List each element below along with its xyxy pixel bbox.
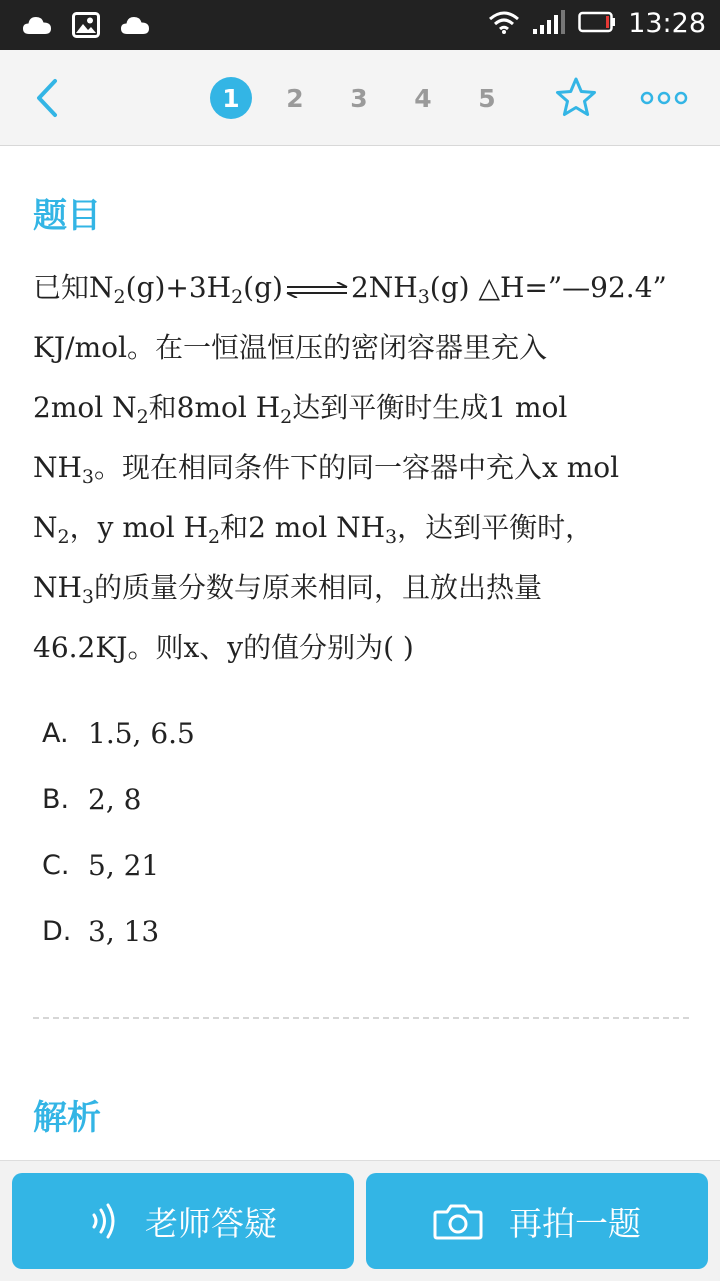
question-line-6: $NH_3$的质量分数与原来相同，且放出热量 — [33, 571, 543, 608]
question-heading: 题目 — [33, 196, 101, 236]
section-divider — [33, 1017, 689, 1019]
question-line-3: 2mol $N_2$和8mol $H_2$达到平衡时生成1 mol — [33, 391, 568, 428]
camera-icon — [433, 1202, 483, 1240]
bottom-action-bar — [0, 1160, 720, 1281]
option-letter: C. — [42, 849, 70, 881]
question-line-5: $N_2$，y mol $H_2$和2 mol $NH_3$，达到平衡时， — [33, 511, 594, 548]
ask-teacher-label: 老师答疑 — [145, 1203, 277, 1243]
status-bar-right — [488, 8, 706, 39]
option-text: 1.5, 6.5 — [88, 716, 195, 750]
question-line-4: $NH_3$。现在相同条件下的同一容器中充入x mol — [33, 451, 620, 488]
question-line-2: KJ/mol。在一恒温恒压的密闭容器里充入 — [33, 331, 547, 364]
page-tab-4[interactable]: 4 — [414, 83, 432, 113]
cloud-icon — [120, 14, 150, 40]
question-navbar — [0, 50, 720, 146]
page-tab-2[interactable]: 2 — [286, 83, 304, 113]
analysis-heading: 解析 — [33, 1098, 101, 1138]
wifi-icon — [488, 10, 520, 38]
equilibrium-arrow-icon — [285, 282, 349, 298]
page-tab-1[interactable]: 1 — [210, 77, 252, 119]
status-time: 13:28 — [628, 8, 706, 39]
cloud-icon — [22, 14, 52, 40]
option-text: 2, 8 — [88, 782, 142, 816]
status-bar-left — [22, 12, 150, 42]
answer-options — [42, 700, 195, 964]
page-tab-5[interactable]: 5 — [478, 83, 496, 113]
signal-icon — [532, 9, 566, 39]
image-icon — [72, 12, 100, 42]
star-icon — [554, 76, 598, 120]
option-letter: A. — [42, 717, 69, 749]
favorite-button[interactable] — [554, 76, 598, 120]
chevron-left-icon — [30, 77, 70, 119]
page-tab-3[interactable]: 3 — [350, 83, 368, 113]
sound-wave-icon — [89, 1201, 119, 1241]
retake-photo-button[interactable] — [366, 1173, 708, 1269]
option-c[interactable] — [42, 832, 195, 898]
more-button[interactable] — [640, 88, 688, 108]
option-letter: B. — [42, 783, 70, 815]
question-page-tabs — [210, 77, 530, 119]
retake-photo-label: 再拍一题 — [509, 1203, 641, 1243]
option-d[interactable] — [42, 898, 195, 964]
ask-teacher-button[interactable] — [12, 1173, 354, 1269]
back-button[interactable] — [30, 77, 70, 119]
status-bar — [0, 0, 720, 50]
question-line-7: 46.2KJ。则x、y的值分别为( ) — [33, 631, 414, 664]
battery-icon — [578, 11, 616, 37]
more-dots-icon — [640, 88, 688, 108]
option-text: 3, 13 — [88, 914, 160, 948]
option-a[interactable] — [42, 700, 195, 766]
option-b[interactable] — [42, 766, 195, 832]
option-letter: D. — [42, 915, 72, 947]
question-line-1: 已知$N_2(g)+3H_2(g)$ $2NH_3(g)$ △H=”—92.4” — [33, 271, 667, 308]
option-text: 5, 21 — [88, 848, 160, 882]
question-text — [33, 258, 693, 678]
